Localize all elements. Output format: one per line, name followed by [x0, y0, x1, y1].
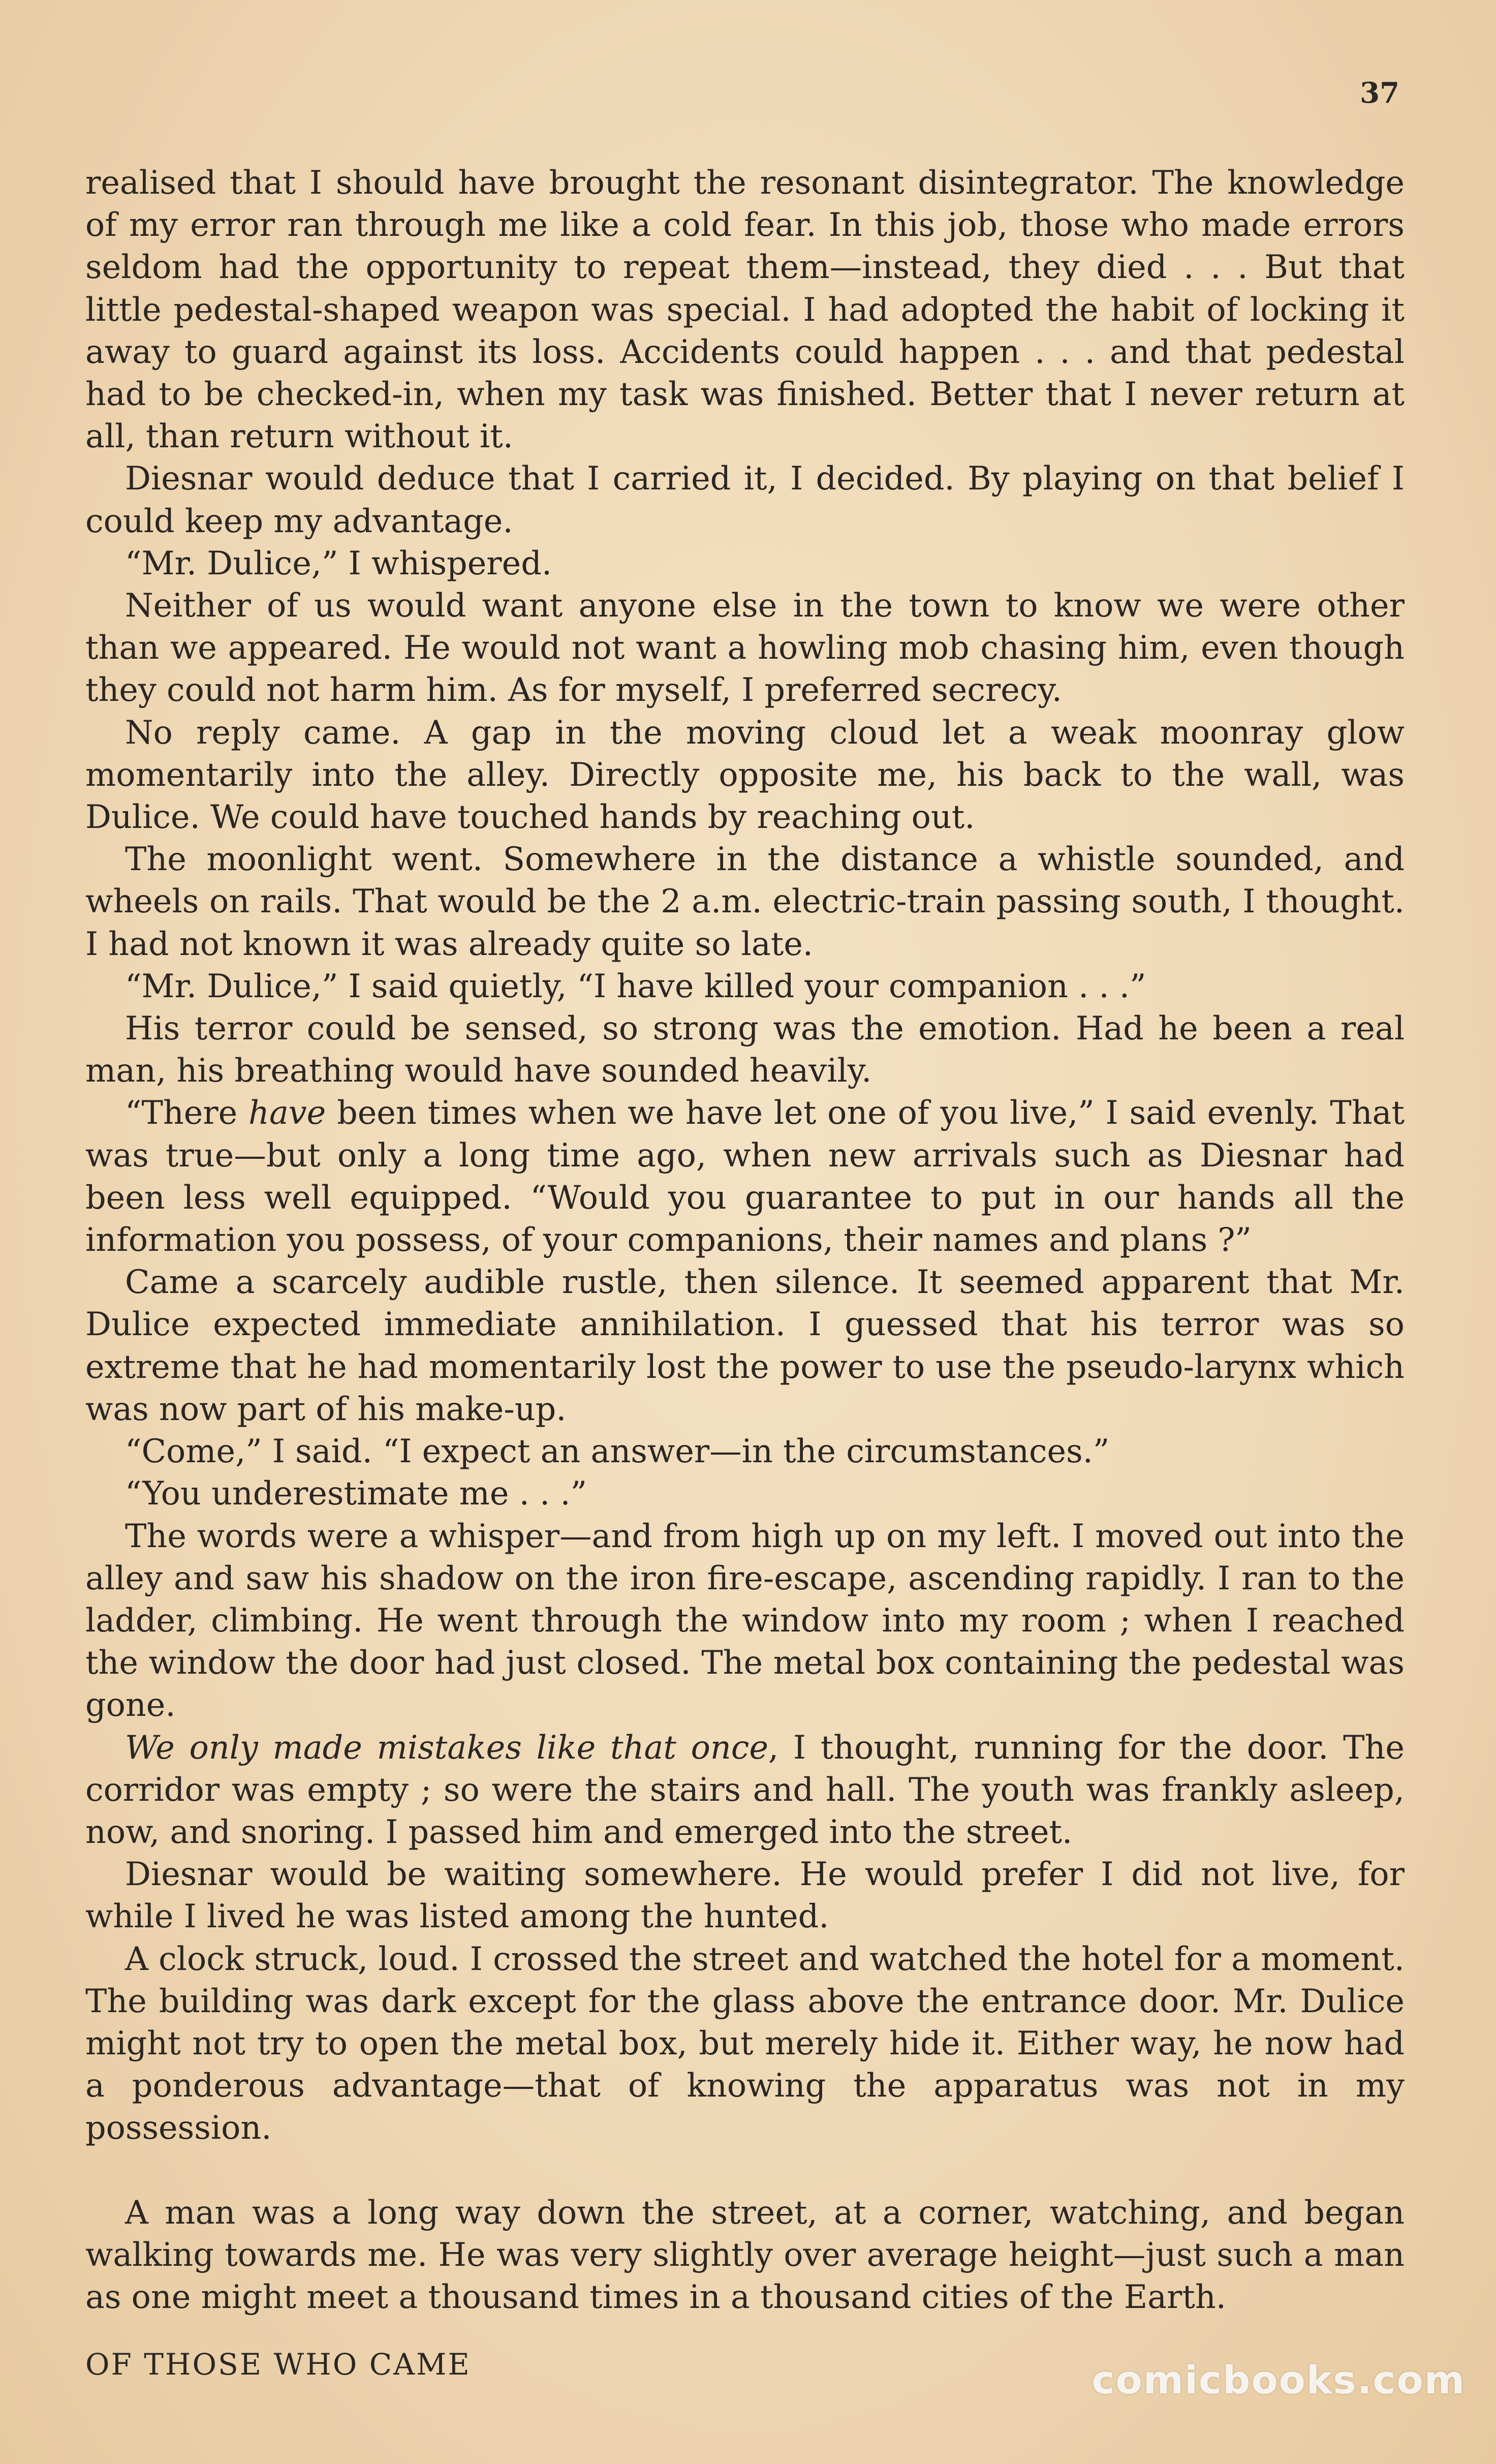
paragraph: “You underestimate me . . .” — [125, 1474, 587, 1513]
section-break — [85, 2149, 1405, 2192]
paragraph: “Mr. Dulice,” I said quietly, “I have killed your companion . . .” — [125, 967, 1146, 1005]
paragraph: realised that I should have brought the resonant disintegrator. The knowledge of my error ran through me like a cold fear. In this job, those who made errors seldom had the opportunity to repeat them—instead, they died . . . But that little pedestal-shaped weapon was special. I had adopted the habit of locking it away to guard against its loss. Accidents could happen . . . and that pedestal had to be checked-in, when my task was finished. Better that I never return at all, than return without it. — [85, 164, 1405, 455]
paragraph-with-emphasis — [85, 1727, 1405, 1854]
body-text — [85, 162, 1405, 2318]
text-run: , I thought, running for the door. The corridor was empty ; so were the stairs and hall. The youth was frankly asleep, now, and snoring. I passed him and emerged into the street. — [85, 1728, 1405, 1851]
paragraph: His terror could be sensed, so strong was the emotion. Had he been a real man, his breathing would have sounded heavily. — [85, 1009, 1405, 1090]
watermark: comicbooks.com — [1092, 2357, 1466, 2403]
paragraph: “Come,” I said. “I expect an answer—in the circumstances.” — [125, 1432, 1110, 1470]
page-number: 37 — [1360, 76, 1399, 110]
paragraph: “Mr. Dulice,” I whispered. — [125, 544, 552, 582]
paragraph: Diesnar would deduce that I carried it, I decided. By playing on that belief I could keep my advantage. — [85, 459, 1405, 540]
paragraph: Neither of us would want anyone else in the town to know we were other than we appeared. He would not want a howling mob chasing him, even though they could not harm him. As for myself, I preferred secrecy. — [85, 587, 1405, 709]
text-run: been times when we have let one of you live,” I said evenly. That was true—but only a long time ago, when new arrivals such as Diesnar had been less well equipped. “Would you guarantee to put in our hands all the information you possess, of your companions, their names and plans ?” — [85, 1094, 1405, 1259]
paragraph-with-emphasis — [85, 1092, 1405, 1261]
running-footer-title: OF THOSE WHO CAME — [85, 2347, 471, 2382]
paragraph: Diesnar would be waiting somewhere. He would prefer I did not live, for while I lived he was listed among the hunted. — [85, 1855, 1405, 1935]
paragraph: Came a scarcely audible rustle, then silence. It seemed apparent that Mr. Dulice expected immediate annihilation. I guessed that his terror was so extreme that he had momentarily lost the power to use the pseudo-larynx which was now part of his make-up. — [85, 1263, 1405, 1428]
italic-text: have — [248, 1094, 326, 1132]
text-run: “There — [125, 1094, 249, 1132]
paragraph: A clock struck, loud. I crossed the street and watched the hotel for a moment. The building was dark except for the glass above the entrance door. Mr. Dulice might not try to open the metal box, but merely hide it. Either way, he now had a ponderous advantage—that of knowing the apparatus was not in my possession. — [85, 1939, 1405, 2147]
italic-text: We only made mistakes like that once — [125, 1728, 768, 1766]
paragraph: The words were a whisper—and from high up on my left. I moved out into the alley and saw his shadow on the iron fire-escape, ascending rapidly. I ran to the ladder, climbing. He went through the window into my room ; when I reached the window the door had just closed. The metal box containing the pedestal was gone. — [85, 1517, 1405, 1724]
paragraph: A man was a long way down the street, at a corner, watching, and began walking towards me. He was very slightly over average height—just such a man as one might meet a thousand times in a thousand cities of the Earth. — [85, 2193, 1405, 2316]
paragraph: The moonlight went. Somewhere in the distance a whistle sounded, and wheels on rails. That would be the 2 a.m. electric-train passing south, I thought. I had not known it was already quite so late. — [85, 840, 1405, 963]
paragraph: No reply came. A gap in the moving cloud let a weak moonray glow momentarily into the alley. Directly opposite me, his back to the wall, was Dulice. We could have touched hands by reaching out. — [85, 713, 1405, 836]
